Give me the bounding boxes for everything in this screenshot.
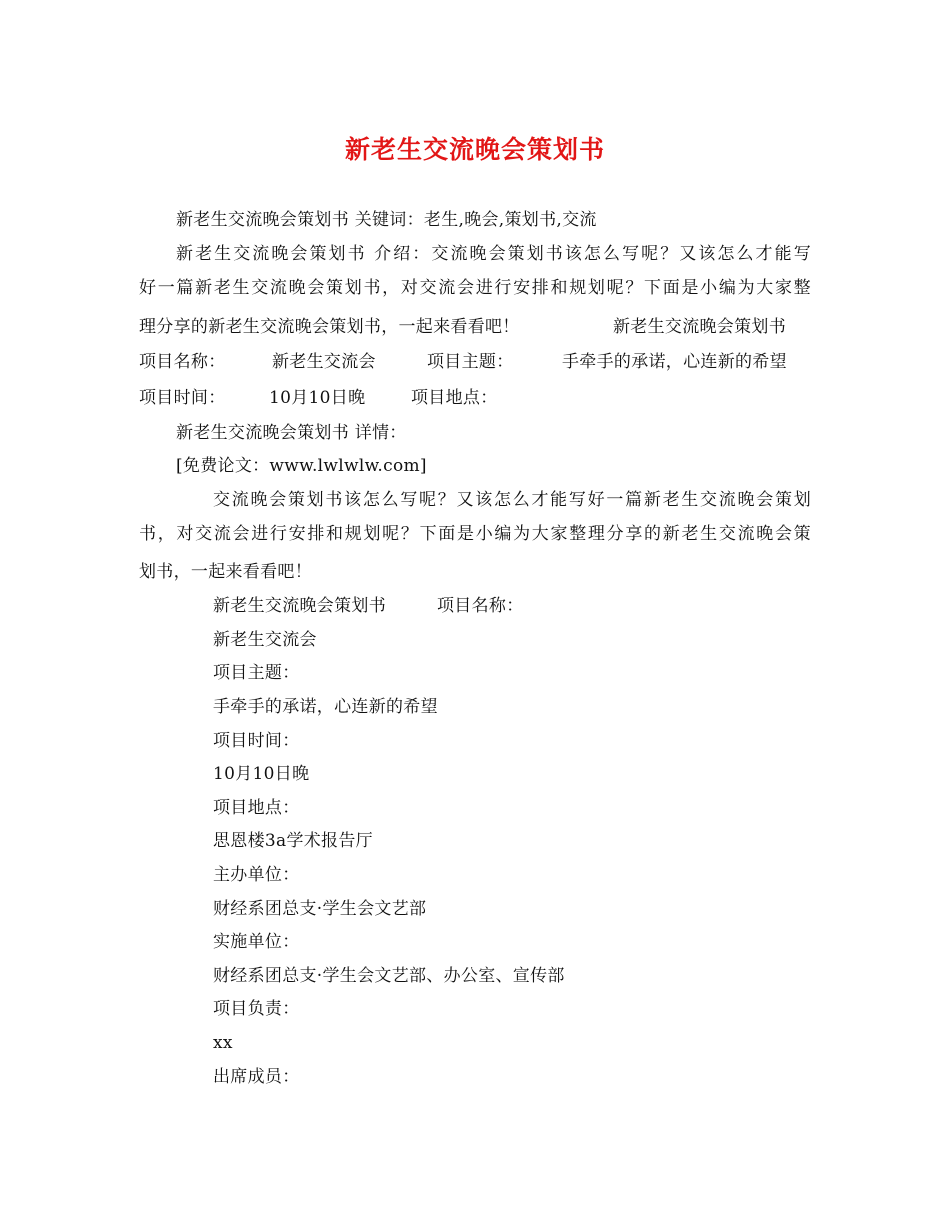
list-item: 10月10日晚 — [213, 764, 310, 784]
intro-project-theme-label: 项目主题： — [427, 352, 514, 372]
list-item: 主办单位： — [213, 865, 300, 885]
list-item: 手牵手的承诺，心连新的希望 — [213, 697, 438, 717]
list-item: 项目地点： — [213, 798, 300, 818]
intro-project-time-value: 10月10日晚 — [269, 388, 366, 408]
list-item: 项目主题： — [213, 663, 300, 683]
intro-project-theme-value: 手牵手的承诺，心连新的希望 — [562, 352, 787, 372]
list-heading-label: 项目名称： — [437, 596, 524, 616]
list-heading: 新老生交流晚会策划书 — [213, 596, 386, 616]
paragraph-line-1: 交流晚会策划书该怎么写呢？又该怎么才能写好一篇新老生交流晚会策划 — [213, 490, 811, 510]
document-title: 新老生交流晚会策划书 — [344, 135, 605, 164]
paragraph-line-3: 划书，一起来看看吧！ — [139, 562, 312, 582]
list-item: 新老生交流会 — [213, 630, 317, 650]
intro-project-time-label: 项目时间： — [139, 388, 226, 408]
list-item: xx — [213, 1033, 233, 1053]
paragraph-line-2: 书，对交流会进行安排和规划呢？下面是小编为大家整理分享的新老生交流晚会策 — [139, 524, 811, 544]
list-item: 项目时间： — [213, 731, 300, 751]
intro-project-location-label: 项目地点： — [411, 388, 498, 408]
list-item: 财经系团总支·学生会文艺部 — [213, 899, 427, 919]
list-item: 实施单位： — [213, 932, 300, 952]
intro-project-name-label: 项目名称： — [139, 352, 226, 372]
intro-project-name-value: 新老生交流会 — [272, 352, 376, 372]
list-item: 项目负责： — [213, 999, 300, 1019]
intro-line-2: 好一篇新老生交流晚会策划书，对交流会进行安排和规划呢？下面是小编为大家整 — [139, 278, 811, 298]
intro-line-3a: 理分享的新老生交流晚会策划书，一起来看看吧！ — [139, 317, 520, 337]
source-line: [免费论文：www.lwlwlw.com] — [176, 456, 427, 476]
list-item: 思恩楼3a学术报告厅 — [213, 831, 373, 851]
list-item: 出席成员： — [213, 1067, 300, 1087]
details-line: 新老生交流晚会策划书 详情： — [176, 423, 407, 443]
intro-line-3b: 新老生交流晚会策划书 — [613, 317, 786, 337]
list-item: 财经系团总支·学生会文艺部、办公室、宣传部 — [213, 966, 565, 986]
keywords-line: 新老生交流晚会策划书 关键词：老生,晚会,策划书,交流 — [176, 210, 597, 230]
intro-line-1: 新老生交流晚会策划书 介绍：交流晚会策划书该怎么写呢？又该怎么才能写 — [176, 244, 811, 264]
